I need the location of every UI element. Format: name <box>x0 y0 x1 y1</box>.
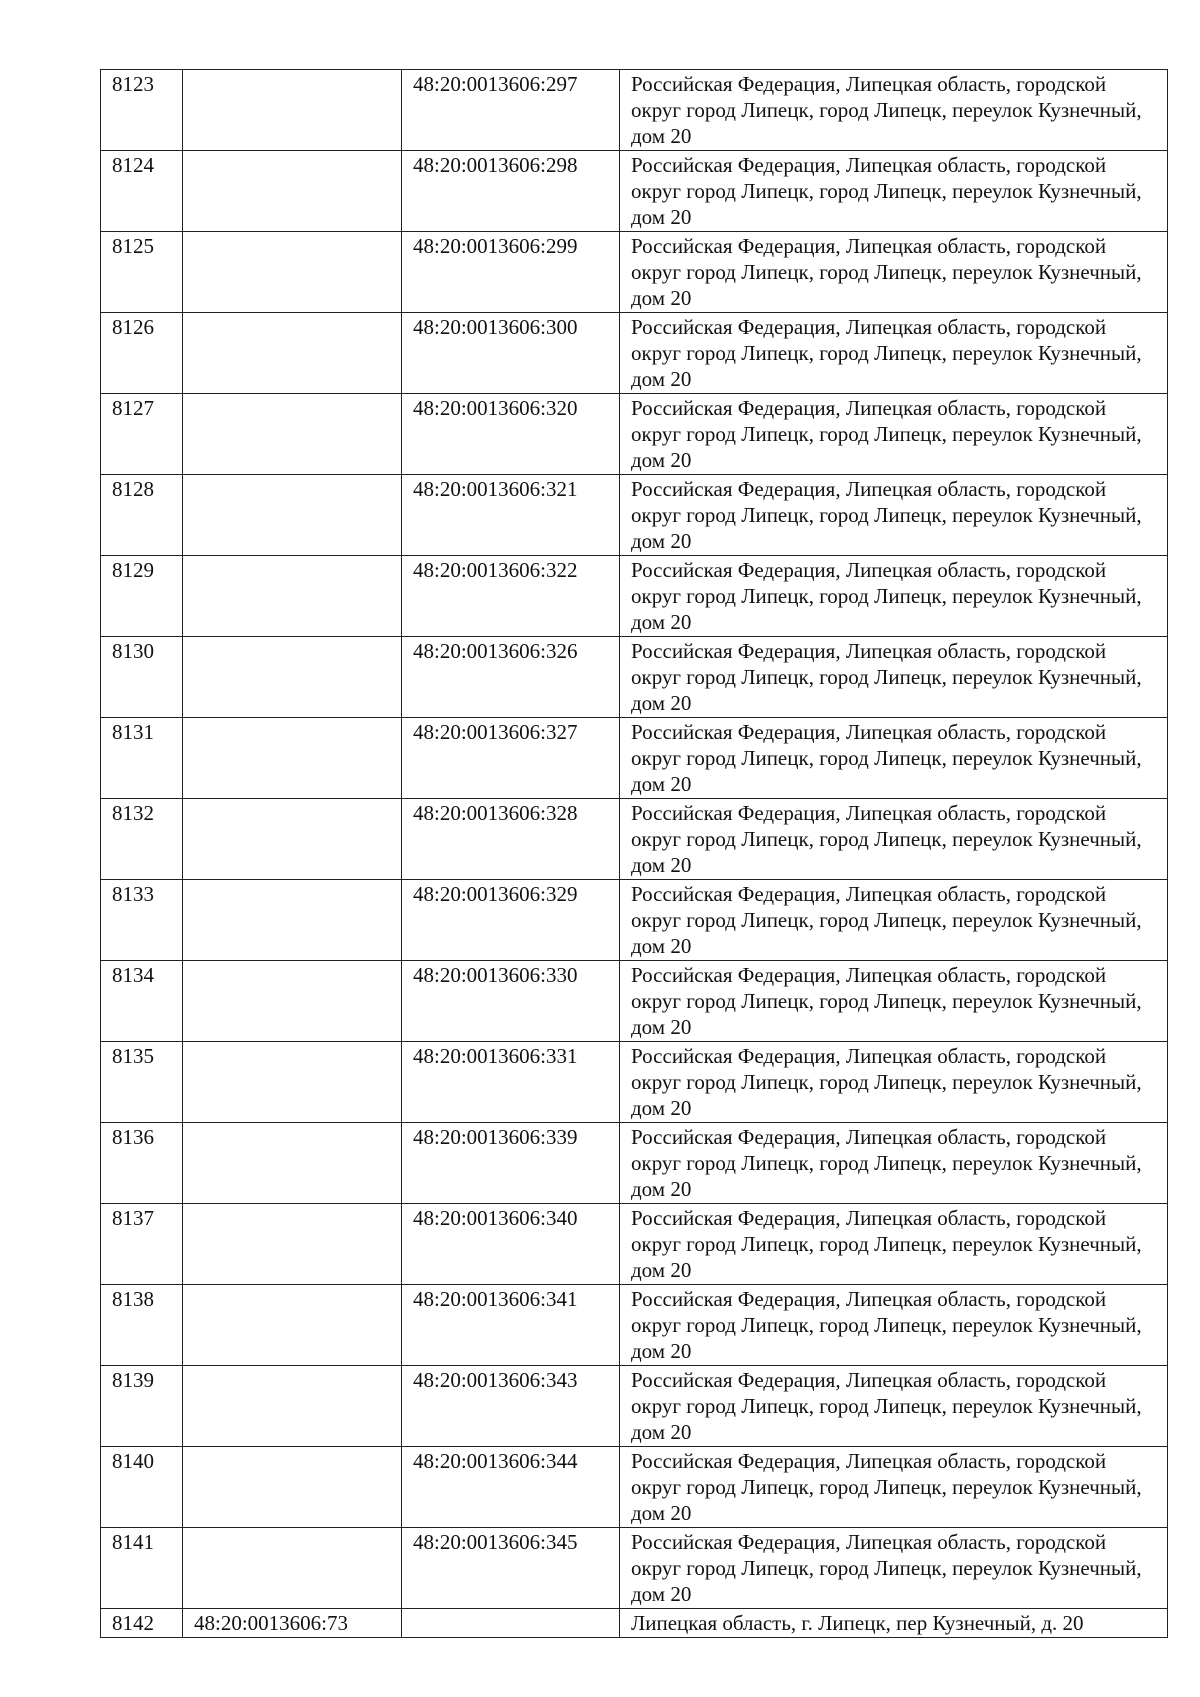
table-row <box>101 1609 1168 1638</box>
table-row <box>101 556 1168 637</box>
row-number-cell: 8141 <box>101 1528 183 1609</box>
cadastral-number-cell <box>183 1123 402 1204</box>
row-number-cell: 8127 <box>101 394 183 475</box>
address-cell: Российская Федерация, Липецкая область, городской округ город Липецк, город Липецк, переулок Кузнечный, дом 20 <box>620 313 1168 394</box>
address-cell: Российская Федерация, Липецкая область, городской округ город Липецк, город Липецк, переулок Кузнечный, дом 20 <box>620 1204 1168 1285</box>
table-row <box>101 1528 1168 1609</box>
related-cadastral-number-cell: 48:20:0013606:326 <box>402 637 620 718</box>
cadastral-number-cell <box>183 880 402 961</box>
table-row <box>101 151 1168 232</box>
cadastral-number-cell <box>183 718 402 799</box>
cadastral-number-cell <box>183 1447 402 1528</box>
cadastral-number-cell <box>183 70 402 151</box>
related-cadastral-number-cell: 48:20:0013606:341 <box>402 1285 620 1366</box>
address-cell: Российская Федерация, Липецкая область, городской округ город Липецк, город Липецк, переулок Кузнечный, дом 20 <box>620 1528 1168 1609</box>
related-cadastral-number-cell <box>402 1609 620 1638</box>
row-number-cell: 8125 <box>101 232 183 313</box>
cadastral-number-cell <box>183 1285 402 1366</box>
table-row <box>101 232 1168 313</box>
address-cell: Российская Федерация, Липецкая область, городской округ город Липецк, город Липецк, переулок Кузнечный, дом 20 <box>620 70 1168 151</box>
row-number-cell: 8123 <box>101 70 183 151</box>
cadastral-number-cell <box>183 961 402 1042</box>
related-cadastral-number-cell: 48:20:0013606:297 <box>402 70 620 151</box>
table-row <box>101 70 1168 151</box>
table-row <box>101 394 1168 475</box>
row-number-cell: 8137 <box>101 1204 183 1285</box>
related-cadastral-number-cell: 48:20:0013606:322 <box>402 556 620 637</box>
table-row <box>101 799 1168 880</box>
address-cell: Российская Федерация, Липецкая область, городской округ город Липецк, город Липецк, переулок Кузнечный, дом 20 <box>620 799 1168 880</box>
related-cadastral-number-cell: 48:20:0013606:328 <box>402 799 620 880</box>
registry-table-body <box>101 70 1168 1638</box>
address-cell: Российская Федерация, Липецкая область, городской округ город Липецк, город Липецк, переулок Кузнечный, дом 20 <box>620 1447 1168 1528</box>
row-number-cell: 8134 <box>101 961 183 1042</box>
address-cell: Липецкая область, г. Липецк, пер Кузнечный, д. 20 <box>620 1609 1168 1638</box>
address-cell: Российская Федерация, Липецкая область, городской округ город Липецк, город Липецк, переулок Кузнечный, дом 20 <box>620 637 1168 718</box>
row-number-cell: 8133 <box>101 880 183 961</box>
related-cadastral-number-cell: 48:20:0013606:329 <box>402 880 620 961</box>
cadastral-number-cell <box>183 1366 402 1447</box>
cadastral-number-cell <box>183 799 402 880</box>
address-cell: Российская Федерация, Липецкая область, городской округ город Липецк, город Липецк, переулок Кузнечный, дом 20 <box>620 718 1168 799</box>
cadastral-number-cell <box>183 313 402 394</box>
address-cell: Российская Федерация, Липецкая область, городской округ город Липецк, город Липецк, переулок Кузнечный, дом 20 <box>620 961 1168 1042</box>
cadastral-number-cell <box>183 1042 402 1123</box>
address-cell: Российская Федерация, Липецкая область, городской округ город Липецк, город Липецк, переулок Кузнечный, дом 20 <box>620 1042 1168 1123</box>
cadastral-number-cell <box>183 1204 402 1285</box>
related-cadastral-number-cell: 48:20:0013606:343 <box>402 1366 620 1447</box>
cadastral-number-cell <box>183 637 402 718</box>
cadastral-number-cell <box>183 394 402 475</box>
cadastral-number-cell <box>183 232 402 313</box>
related-cadastral-number-cell: 48:20:0013606:331 <box>402 1042 620 1123</box>
registry-table <box>100 69 1168 1638</box>
row-number-cell: 8126 <box>101 313 183 394</box>
table-row <box>101 475 1168 556</box>
row-number-cell: 8135 <box>101 1042 183 1123</box>
cadastral-number-cell <box>183 151 402 232</box>
table-row <box>101 637 1168 718</box>
row-number-cell: 8132 <box>101 799 183 880</box>
related-cadastral-number-cell: 48:20:0013606:339 <box>402 1123 620 1204</box>
table-row <box>101 1285 1168 1366</box>
related-cadastral-number-cell: 48:20:0013606:344 <box>402 1447 620 1528</box>
related-cadastral-number-cell: 48:20:0013606:327 <box>402 718 620 799</box>
row-number-cell: 8128 <box>101 475 183 556</box>
row-number-cell: 8124 <box>101 151 183 232</box>
related-cadastral-number-cell: 48:20:0013606:321 <box>402 475 620 556</box>
table-row <box>101 1204 1168 1285</box>
cadastral-number-cell: 48:20:0013606:73 <box>183 1609 402 1638</box>
address-cell: Российская Федерация, Липецкая область, городской округ город Липецк, город Липецк, переулок Кузнечный, дом 20 <box>620 232 1168 313</box>
table-row <box>101 880 1168 961</box>
related-cadastral-number-cell: 48:20:0013606:345 <box>402 1528 620 1609</box>
table-row <box>101 313 1168 394</box>
cadastral-number-cell <box>183 475 402 556</box>
table-row <box>101 718 1168 799</box>
row-number-cell: 8138 <box>101 1285 183 1366</box>
address-cell: Российская Федерация, Липецкая область, городской округ город Липецк, город Липецк, переулок Кузнечный, дом 20 <box>620 880 1168 961</box>
row-number-cell: 8129 <box>101 556 183 637</box>
cadastral-number-cell <box>183 556 402 637</box>
address-cell: Российская Федерация, Липецкая область, городской округ город Липецк, город Липецк, переулок Кузнечный, дом 20 <box>620 475 1168 556</box>
table-row <box>101 1447 1168 1528</box>
row-number-cell: 8136 <box>101 1123 183 1204</box>
table-row <box>101 1042 1168 1123</box>
related-cadastral-number-cell: 48:20:0013606:299 <box>402 232 620 313</box>
related-cadastral-number-cell: 48:20:0013606:298 <box>402 151 620 232</box>
address-cell: Российская Федерация, Липецкая область, городской округ город Липецк, город Липецк, переулок Кузнечный, дом 20 <box>620 556 1168 637</box>
table-row <box>101 1366 1168 1447</box>
document-page <box>100 69 1167 1638</box>
address-cell: Российская Федерация, Липецкая область, городской округ город Липецк, город Липецк, переулок Кузнечный, дом 20 <box>620 151 1168 232</box>
table-row <box>101 1123 1168 1204</box>
row-number-cell: 8139 <box>101 1366 183 1447</box>
row-number-cell: 8140 <box>101 1447 183 1528</box>
address-cell: Российская Федерация, Липецкая область, городской округ город Липецк, город Липецк, переулок Кузнечный, дом 20 <box>620 394 1168 475</box>
row-number-cell: 8142 <box>101 1609 183 1638</box>
table-row <box>101 961 1168 1042</box>
related-cadastral-number-cell: 48:20:0013606:320 <box>402 394 620 475</box>
row-number-cell: 8130 <box>101 637 183 718</box>
address-cell: Российская Федерация, Липецкая область, городской округ город Липецк, город Липецк, переулок Кузнечный, дом 20 <box>620 1285 1168 1366</box>
cadastral-number-cell <box>183 1528 402 1609</box>
related-cadastral-number-cell: 48:20:0013606:330 <box>402 961 620 1042</box>
related-cadastral-number-cell: 48:20:0013606:340 <box>402 1204 620 1285</box>
address-cell: Российская Федерация, Липецкая область, городской округ город Липецк, город Липецк, переулок Кузнечный, дом 20 <box>620 1366 1168 1447</box>
related-cadastral-number-cell: 48:20:0013606:300 <box>402 313 620 394</box>
address-cell: Российская Федерация, Липецкая область, городской округ город Липецк, город Липецк, переулок Кузнечный, дом 20 <box>620 1123 1168 1204</box>
row-number-cell: 8131 <box>101 718 183 799</box>
